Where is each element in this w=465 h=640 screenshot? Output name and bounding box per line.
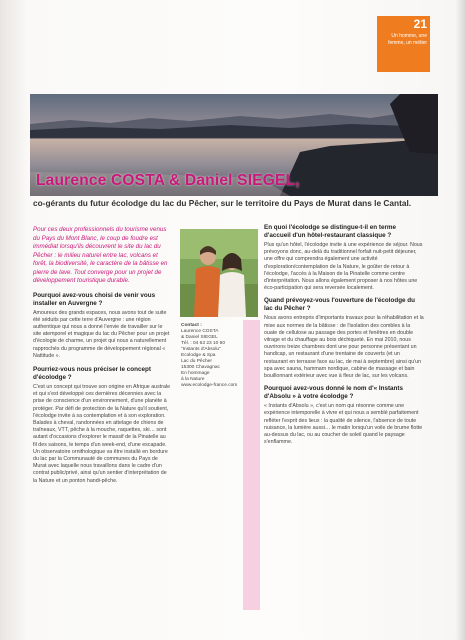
question-heading: Pourquoi avez-vous choisi de venir vous installer en Auvergne ? (33, 291, 156, 307)
contact-line: & Daniel SIEGEL (181, 335, 218, 340)
decorative-pink-bar (243, 320, 260, 610)
answer-paragraph: Amoureux des grands espaces, nous avons tout de suite été séduits par cette terre d'Auvergne : une région authentique qui nous a donné l'envie de travailler sur le site atemporel et magique du lac du Pêcher pour un projet d'écologie de charme, un projet qui nous a naturellement rapprochés du programme de développement régional « Nattitude ». (33, 309, 170, 359)
answer-paragraph: C'est un concept qui trouve son origine en Afrique australe et qui s'est développé ces dernières décennies avec la prise de conscience d'un environnement, d'une planète à protéger. Par défi de protection de la Nature qu'il soutient, l'écolodge invite à sa contemplation et à son exploration. Balades à cheval, randonnées en attelage de chiens de traîneaux, VTT, pêche à la mouche, raquettes, ski… sont autant d'occasions d'explorer le massif de la Pinatelle au fil des saisons, le temps d'un week-end, d'une escapade. Un observatoire ornithologique va être installé en bordure du lac par la Communauté de communes du Pays de Murat avec laquelle nous travaillons dans le cadre d'un contrat public/privé, ainsi qu'un sentier d'interprétation de la Nature et un ponton handi-pêche. (33, 383, 171, 484)
article-subtitle: co-gérants du futur écolodge du lac du Pêcher, sur le territoire du Pays de Murat dans le Cantal. (33, 198, 412, 208)
intro-paragraph: Pour ces deux professionnels du tourisme venus du Pays du Mont Blanc, le coup de foudre est immédiat lorsqu'ils découvrent le site du lac du Pêcher : le milieu naturel entre lac, volcans et forêt, la biodiversité, le caractère de la bâtisse en pierre de lave. Tout converge pour un projet de développement touristique durable. (33, 226, 168, 284)
contact-line: à la Nature (181, 377, 205, 382)
question-heading: Quand prévoyez-vous l'ouverture de l'écolodge du lac du Pêcher ? (264, 297, 415, 313)
answer-paragraph: Plus qu'un hôtel, l'écolodge invite à une expérience de séjour. Nous prévoyons donc, au-delà du traditionnel forfait nuit-petit déjeuner, une offre qui comprendra également une activité d'exploration/contemplation de la Nature, le goûter de retour à l'écolodge, l'accès à la Maison de la Pinatelle comme centre d'interprétation. Nous allons également proposer à nos hôtes une éco-participation qui sera reversée localement. (264, 242, 423, 292)
answer-paragraph: Nous avons entrepris d'importants travaux pour la réhabilitation et la mise aux normes de la bâtisse : de l'isolation des combles à la ouate de cellulose au passage des portes et fenêtres en double vitrage et du chauffage au bois déchiqueté. En mai 2010, nous ouvrirons treize chambres dont une pour personne présentant un handicap, un restaurant d'une trentaine de couverts (et un restaurant en terrasse face au lac, de mai à septembre) ainsi qu'un spa avec sauna, hammam nordique, cabine de massage et bain bouillonnant extérieur avec vue à fleur de lac, sur les volcans. (264, 315, 424, 380)
page-edge-shadow (455, 0, 465, 640)
question-heading: Pourquoi avez-vous donné le nom d'« Instants d'Absolu » à votre écolodge ? (264, 385, 403, 401)
left-column (33, 226, 171, 485)
contact-line: Ecolodge & Spa (181, 353, 216, 358)
question-heading: Pourriez-vous nous préciser le concept d'écolodge ? (33, 365, 151, 381)
contact-line: 15300 Chavagnac (181, 365, 220, 370)
names-heading: Laurence COSTA & Daniel SIEGEL, (36, 172, 300, 189)
contact-line: En hommage (181, 371, 210, 376)
section-caption: Un homme, une femme, un métier (388, 33, 427, 46)
couple-portrait-photo (180, 229, 258, 317)
contact-line: Lac du Pêcher (181, 359, 212, 364)
right-column (264, 224, 424, 446)
contact-label: Contact : (181, 323, 202, 328)
contact-website: www.ecolodge-france.com (181, 383, 238, 388)
question-heading: En quoi l'écolodge se distingue-t-il en terme d'accueil d'un hôtel-restaurant classique ? (264, 224, 396, 239)
contact-line: Tél. : 04 63 23 10 60 (181, 341, 226, 346)
contact-line: Laurence COSTA (181, 329, 219, 334)
page-number: 21 (413, 17, 427, 31)
contact-line: "Instants d'Absolu" (181, 347, 221, 352)
answer-paragraph: « Instants d'Absolu », c'est un nom qui résonne comme une expérience intemporelle à vivre et qui nous a semblé parfaitement refléter l'esprit des lieux : la qualité de silence, l'absence de toute nuisance, la lumière aussi… le matin lorsqu'un voile de brume flotte au-dessus du lac, ou au coucher de soleil quand le paysage s'enflamme. (264, 403, 423, 446)
page-number-box (377, 16, 430, 72)
contact-info (181, 323, 239, 389)
